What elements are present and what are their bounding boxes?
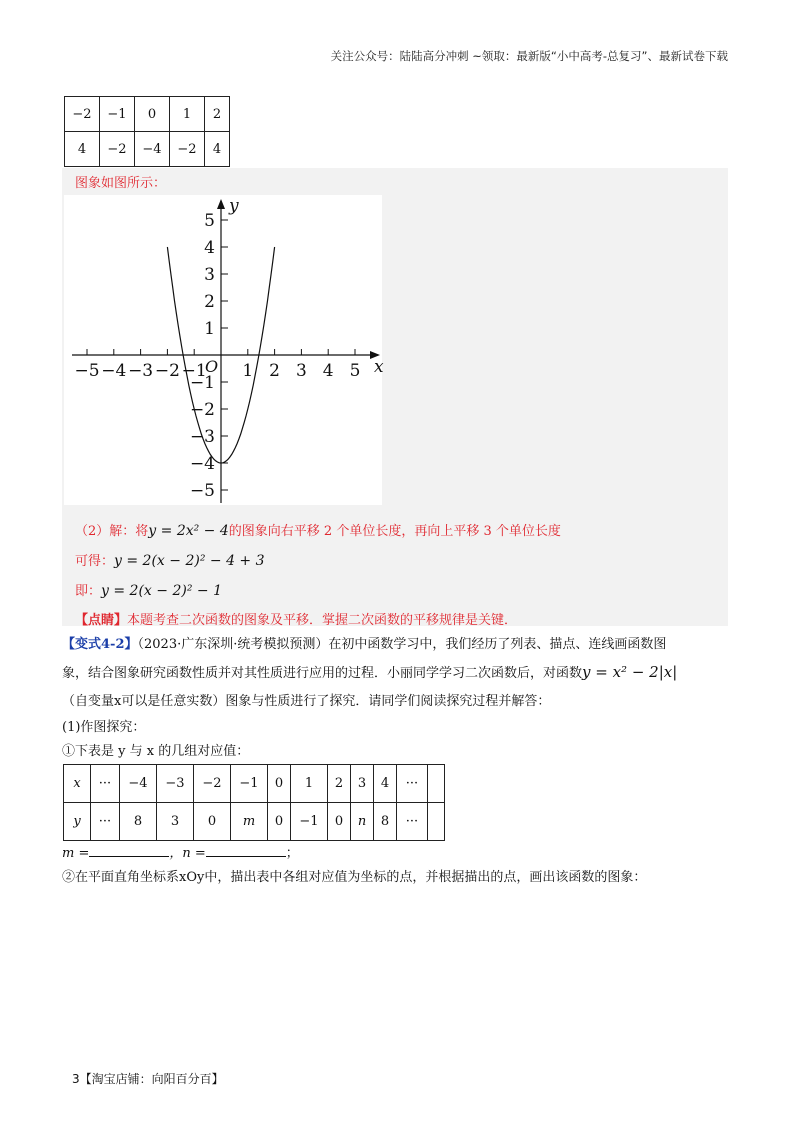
y-tick-label: −1 (189, 373, 215, 393)
table-cell: 3 (157, 803, 194, 841)
y-tick-label: 5 (204, 211, 215, 231)
y-tick-label: 2 (204, 292, 215, 312)
table-cell (428, 803, 445, 841)
x-tick-label: −3 (128, 361, 154, 381)
page-footer: 3【淘宝店铺：向阳百分百】 (72, 1072, 224, 1086)
problem-intro-a: （2023·广东深圳·统考模拟预测）在初中函数学习中，我们经历了列表、描点、连线画函数图 (137, 637, 667, 652)
table-cell: 8 (120, 803, 157, 841)
n-blank[interactable] (206, 844, 286, 857)
table-row (64, 765, 445, 803)
value-table-1 (64, 96, 230, 167)
m-label: m = (62, 846, 90, 861)
part2-prefix: （2）解：将 (75, 524, 149, 539)
table-cell: 4 (374, 765, 397, 803)
table-cell (428, 765, 445, 803)
result1-label: 可得： (75, 554, 115, 569)
table-cell: −4 (120, 765, 157, 803)
x-tick-label: −1 (181, 361, 207, 381)
result2-label: 即： (75, 584, 102, 599)
table-cell: 2 (328, 765, 351, 803)
m-blank[interactable] (89, 844, 169, 857)
table-cell: 2 (205, 97, 230, 132)
y-tick-label: 3 (204, 265, 215, 285)
table-cell: 0 (135, 97, 170, 132)
problem-intro-1 (62, 633, 666, 652)
result1-line (75, 550, 265, 569)
part2-function: y = 2x² − 4 (148, 523, 229, 539)
table-cell: ··· (91, 803, 120, 841)
x-tick-label: 1 (242, 361, 254, 381)
result2-expr: y = 2(x − 2)² − 1 (101, 583, 222, 599)
y-tick-label: −5 (189, 481, 215, 501)
table-row (64, 803, 445, 841)
y-tick-label: 4 (204, 238, 215, 258)
table-cell: m (231, 803, 268, 841)
table-cell: −2 (100, 132, 135, 167)
x-tick-label: −5 (74, 361, 100, 381)
problem-function: y = x² − 2|x| (582, 663, 678, 681)
table-cell: −1 (291, 803, 328, 841)
table-cell: ··· (91, 765, 120, 803)
y-tick-label: −4 (189, 454, 215, 474)
table-cell: 8 (374, 803, 397, 841)
y-tick-label: −3 (189, 427, 215, 447)
n-label: ，n = (169, 846, 206, 861)
table-cell: −2 (65, 97, 100, 132)
origin-label: O (205, 357, 219, 376)
table-cell: 1 (170, 97, 205, 132)
table-cell: −3 (157, 765, 194, 803)
part2-suffix: 的图象向右平移 2 个单位长度，再向上平移 3 个单位长度 (228, 524, 561, 539)
table-cell: y (64, 803, 91, 841)
x-tick-label: 4 (322, 361, 334, 381)
problem-tag: 【变式4-2】 (62, 637, 138, 652)
y-axis-arrow (217, 199, 225, 209)
graph-caption: 图象如图所示： (75, 176, 167, 191)
x-axis-label: x (374, 357, 384, 377)
table-row (65, 132, 230, 167)
x-tick-label: 2 (269, 361, 281, 381)
parabola-graph (64, 195, 382, 505)
y-tick-label: 1 (204, 319, 215, 339)
comment-tag: 【点睛】 (75, 613, 128, 628)
x-tick-label: −4 (101, 361, 127, 381)
x-tick-label: 3 (295, 361, 307, 381)
chart-svg (64, 195, 382, 505)
table-cell: 0 (194, 803, 231, 841)
table-cell: ··· (397, 803, 428, 841)
step2-text: ②在平面直角坐标系xOy中，描出表中各组对应值为坐标的点，并根据描出的点，画出该函数的图象： (62, 870, 647, 885)
table-cell: 4 (205, 132, 230, 167)
y-tick-label: −2 (189, 400, 215, 420)
end-mark: ； (285, 846, 299, 861)
comment-text: 本题考查二次函数的图象及平移．掌握二次函数的平移规律是关键． (127, 613, 518, 628)
part1-heading: (1)作图探究： (62, 720, 146, 735)
table-cell: −1 (100, 97, 135, 132)
answer-blanks (62, 842, 299, 861)
x-tick-label: 5 (349, 361, 361, 381)
table-cell: n (351, 803, 374, 841)
table-cell: −2 (194, 765, 231, 803)
table-cell: −4 (135, 132, 170, 167)
part2-line (75, 520, 561, 539)
y-axis-label: y (229, 196, 239, 216)
comment-line (75, 609, 517, 628)
problem-intro-2 (62, 662, 677, 681)
table-cell: 0 (328, 803, 351, 841)
table-row (65, 97, 230, 132)
page-header: 关注公众号：陆陆高分冲刺 ~领取：最新版“小中高考-总复习”、最新试卷下载 (330, 49, 728, 63)
value-table-2 (63, 764, 445, 841)
x-tick-label: −2 (154, 361, 180, 381)
result1-expr: y = 2(x − 2)² − 4 + 3 (114, 553, 265, 569)
table-cell: −2 (170, 132, 205, 167)
table-cell: 3 (351, 765, 374, 803)
table-cell: ··· (397, 765, 428, 803)
table-cell: −1 (231, 765, 268, 803)
table-cell: x (64, 765, 91, 803)
step1-text: ①下表是 y 与 x 的几组对应值： (62, 744, 250, 759)
result2-line (75, 580, 222, 599)
problem-intro-3: （自变量x可以是任意实数）图象与性质进行了探究．请同学们阅读探究过程并解答： (62, 694, 551, 709)
table-cell: 1 (291, 765, 328, 803)
table-cell: 0 (268, 803, 291, 841)
problem-intro-b: 象，结合图象研究函数性质并对其性质进行应用的过程．小丽同学学习二次函数后，对函数 (62, 666, 583, 681)
table-cell: 4 (65, 132, 100, 167)
table-cell: 0 (268, 765, 291, 803)
